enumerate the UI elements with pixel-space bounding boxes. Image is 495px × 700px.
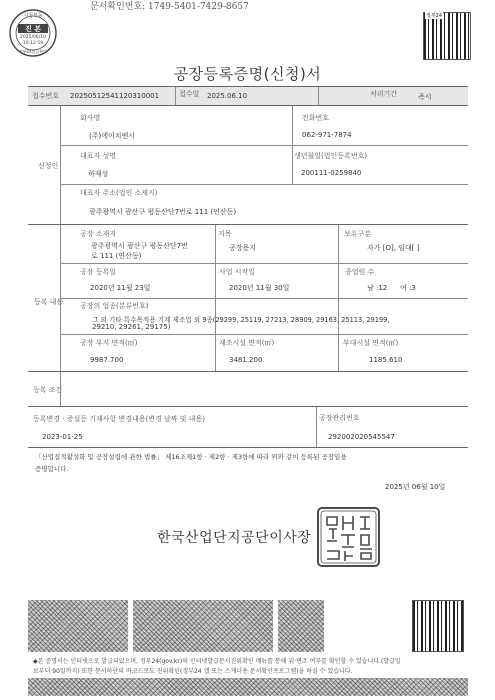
footer-line-2: 로부터 90일까지) 또한 문서하단의 바코드로도 진위확인(정부24 앱 또는 스캐너용 문서확인프로그램)을 하실 수 있습니다. [33,668,353,675]
employees-female: 여 :3 [400,284,416,292]
employees-label: 종업원 수 [345,268,375,276]
receipt-date-value: 2025.06.10 [207,92,248,100]
processing-period-value: 즉시 [418,93,432,101]
land-category-value: 공장용지 [229,244,257,252]
stamp-date: 2025/06/10 [20,35,46,40]
statement-line-1: 「산업집적활성화 및 공장설립에 관한 법률」 제16조제1항 · 제2항 · 제3항에 따라 위와 같이 등록된 공장임을 [35,453,347,461]
phone-value: 062-971-7874 [302,131,352,139]
registration-section-label: 등록 내용 [34,298,64,306]
document-title: 공장등록증명(신청)서 [173,65,322,83]
registration-date-label: 공장 등록일 [80,268,117,276]
address-value: 광주광역시 광산구 평동산단7번로 111 (연산동) [89,208,237,216]
auxiliary-area-value: 1185.610 [369,356,403,364]
management-number-value: 292002020545547 [328,433,395,441]
qr-label: 정부24 [426,13,443,19]
security-pattern-right [278,600,324,652]
management-number-label: 공장관리번호 [319,414,360,422]
doc-check-number: 문서확인번호: 1749-5401-7429-8657 [90,2,249,12]
auxiliary-area-label: 부대시설 면적(㎡) [343,339,399,347]
company-value: (주)에이치엔시 [89,132,136,140]
site-area-value: 9987.700 [90,356,124,364]
receipt-date-label: 접수일 [179,90,200,98]
registration-date-value: 2020년 11월 23일 [90,284,151,292]
change-value: 2023-01-25 [42,433,83,441]
processing-period-label: 처리기간 [370,90,398,98]
security-pattern-middle [133,600,273,652]
industry-label: 공장의 업종(분류번호) [80,302,149,310]
qr-code-bottom [412,600,464,652]
applicant-section-label: 신청인 [38,162,59,170]
industry-value-2: 29210, 29261, 29175) [92,323,171,331]
site-area-label: 공장 부지 면적(㎡) [80,339,138,347]
receipt-number-label: 접수번호 [32,92,60,100]
security-pattern-bottom [28,678,468,696]
phone-label: 전화번호 [302,114,330,122]
birth-label: 생년월일(법인등록번호) [294,152,368,160]
address-label: 대표자 주소(법인 소재지) [80,189,158,197]
receipt-number-value: 20250512541120310001 [70,92,160,100]
stamp-time: 10:12:59 [22,41,44,46]
birth-value: 200111-0259840 [301,169,362,177]
ownership-value: 자가 [O], 임대[ ] [367,244,420,252]
conditions-label: 등록 조건 [33,386,63,394]
employees-male: 남 :12 [367,284,388,292]
land-category-label: 지목 [218,230,232,238]
issuer-name: 한국산업단지공단이사장 [157,530,312,546]
representative-value: 하재성 [88,170,109,178]
statement-line-2: 증명합니다. [35,465,69,473]
official-seal [317,507,380,567]
stamp-center-text: 진 본 [25,25,41,33]
ownership-label: 보유구분 [344,230,372,238]
location-value-1: 광주광역시 광산구 평동산단7번 [91,242,188,250]
start-date-label: 사업 시작일 [219,268,256,276]
location-value-2: 로 111 (연산동) [91,252,142,260]
building-area-value: 3481.200 [229,356,263,364]
building-area-label: 제조시설 면적(㎡) [219,339,275,347]
industry-value-1: 그 외 기타 특수목적용 기계 제조업 외 9종(29299, 25119, 27213, 28909, 29163, 25113, 29199, [92,316,390,324]
company-label: 회사명 [80,114,101,122]
security-pattern-left [28,600,128,652]
change-label: 등록변경 · 증설등 기재사항 변경내용(변경 날짜 및 내용) [33,415,206,423]
stamp-top-text: 시청부동 [23,13,43,19]
statement-date: 2025년 06월 10일 [385,483,446,491]
location-label: 공장 소재지 [80,230,117,238]
qr-code-top [423,12,471,60]
representative-label: 대표자 성명 [80,152,117,160]
certified-stamp [8,8,58,58]
start-date-value: 2020년 11월 30일 [229,284,290,292]
stamp-bottom-text: 정부24발급확인 [18,49,48,54]
footer-line-1: ◆본 증명서는 인터넷으로 발급되었으며, 정부24(gov.kr)의 인터넷발급문서진위확인 메뉴를 통해 위·변조 여부를 확인할 수 있습니다.(발급일 [33,658,401,665]
